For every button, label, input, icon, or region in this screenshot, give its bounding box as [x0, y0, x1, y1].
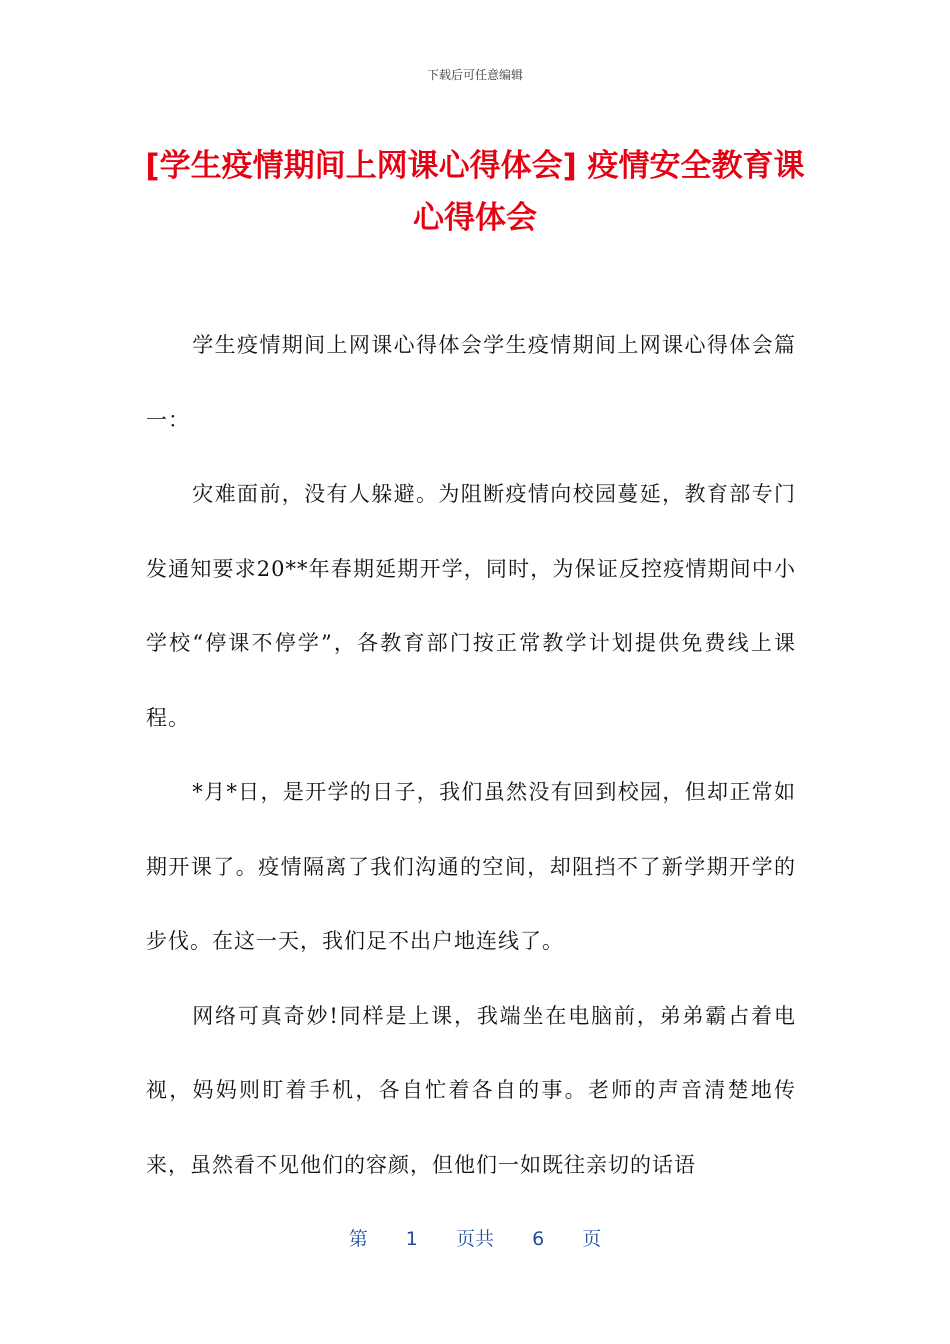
document-title: [学生疫情期间上网课心得体会] 疫情安全教育课心得体会: [145, 148, 805, 236]
header-note: 下载后可任意编辑: [426, 68, 523, 82]
paragraph-1: 学生疫情期间上网课心得体会学生疫情期间上网课心得体会篇一：: [146, 333, 796, 432]
document-body: [146, 308, 796, 1202]
paragraph-3: *月*日，是开学的日子，我们虽然没有回到校园，但却正常如期开课了。疫情隔离了我们沟通的空间，却阻挡不了新学期开学的步伐。在这一天，我们足不出户地连线了。: [146, 780, 796, 953]
footer-middle: 页共: [455, 1228, 494, 1250]
footer-total-pages: 6: [532, 1228, 545, 1250]
footer-current-page: 1: [405, 1228, 418, 1250]
page-footer: [0, 1224, 950, 1251]
footer-prefix: 第: [348, 1228, 368, 1250]
paragraph-2: 灾难面前，没有人躲避。为阻断疫情向校园蔓延，教育部专门发通知要求20**年春期延期开学，同时，为保证反控疫情期间中小学校“停课不停学”，各教育部门按正常教学计划提供免费线上课程。: [146, 482, 796, 730]
paragraph-4: 网络可真奇妙!同样是上课，我端坐在电脑前，弟弟霸占着电视，妈妈则盯着手机，各自忙着各自的事。老师的声音清楚地传来，虽然看不见他们的容颜，但他们一如既往亲切的话语: [146, 1003, 796, 1177]
footer-suffix: 页: [582, 1228, 602, 1250]
